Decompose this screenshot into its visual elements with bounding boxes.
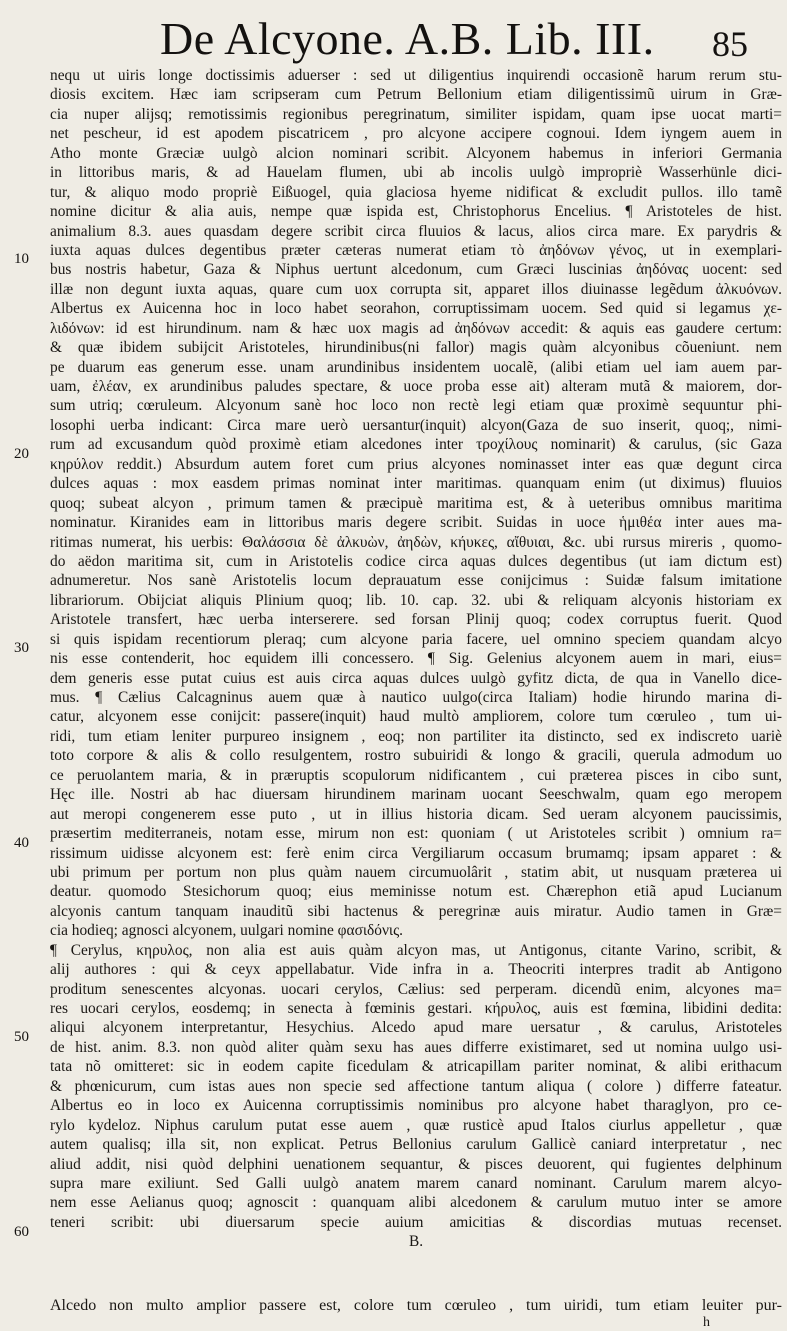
text-line: rylo kydeloz. Niphus carulum putat esse auem , quæ rusticè apud Italos ciurlus appelletur , quæ [50,1116,782,1134]
text-line: Aristotele transfert, hæc uerba interserere. sed forsan Plinij quoq; codex corruptus fuerit. Quod [50,611,782,629]
text-line: dulces aquas : mox easdem primas nominat inter maritimas. quanquam enim (ut diximus) fluuios [50,475,782,493]
text-line: aliud addit, nisi quòd delphini uenationem sequantur, & pisces deuorent, qui fugientes delphinum [50,1155,782,1173]
text-line: iuxta aquas dulces degentibus præter cæteras numerat etiam τὸ ἀηδόνων γένος, ut in exemplari- [50,241,782,259]
text-line: ¶ Cerylus, κηρυλος, non alia est auis quàm alcyon mas, ut Antigonus, citante Varino, scribit, & [50,941,782,959]
text-line: mus. ¶ Cælius Calcagninus auem quæ à nautico uulgo(circa Italiam) hodie hirundo marina di- [50,689,782,706]
text-line: κηρύλον reddit.) Absurdum autem foret cum prius alcyones nominasset inter eas quæ degunt circa [50,455,782,473]
text-line: Albertus eo in loco ex Auicenna corruptissimis nominibus pro alcyone habet tharaglyon, pro ce- [50,1097,782,1115]
line-number-50: 50 [14,1029,29,1045]
next-line-text: Alcedo non multo amplior passere est, colore tum cœruleo , tum uiridi, tum etiam leuiter pur- [50,1297,782,1314]
line-number-60: 60 [14,1224,29,1240]
text-line: cia hodieq; agnosci alcyonem, uulgari nomine φασιδόνις. [50,922,404,940]
text-line: supra mare exiliunt. Sed Galli uulgò anatem marem canard nominant. Carulum marem alcyo- [50,1174,782,1192]
line-number-40: 40 [14,835,29,851]
text-line: losophi uerba indicant: Circa mare uerò uersantur(inquit) alcyon(Gaza de suo inserit, quoq;, nimi- [50,416,782,434]
text-line: librariorum. Obijciat aliquis Plinium quoq; lib. 10. cap. 32. ubi & reliquam alcyonis historiam ex [50,591,782,609]
text-line: quoq; subeat alcyon , primum tamen & præcipuè maritima est, & à ueteribus omnibus maritima [50,494,782,512]
text-line: aut meropi congenerem esse puto , ut in illius historia dicam. Sed ueram alcyonem paucissimis, [50,805,782,823]
section-letter: B. [408,1233,424,1251]
text-line: animalium 8.3. aues quasdam degere scribit circa fluuios & lacus, alios circa mare. Ex parydris & [50,222,782,240]
text-line: res uocari cerylos, eosdemq; in senecta à fœminis gestari. κήρυλος, auis est fœmina, libidini dedita: [50,1000,782,1017]
text-line: aliqui alcyonem interpretantur, Hesychius. Alcedo apud mare uersatur , & carulus, Aristoteles [50,1019,782,1037]
text-line: rissimum uidisse alcyonem est: ferè enim circa Vergiliarum occasum brumamq; ipsam apparet : & [50,844,782,862]
text-line: alij authores : qui & ceyx appellabatur. Vide infra in a. Theocriti interpres tradit ab Antigono [50,961,782,979]
text-line: nominatur. Kiranides eam in littoribus maris degere scribit. Suidas in uoce ἡμιθέα inter aues ma- [50,514,782,532]
catchword: h [703,1315,710,1330]
text-line: λιδόνων: id est hirundinum. nam & hæc uox magis ad ἀηδόνων accedit: & aquis eas gaudere certum: [50,319,782,337]
text-line: do aëdon maritima sit, cum in Aristotelis codice circa aquas dulces degentibus (ut iam dictum est) [50,552,782,570]
text-line: sum utriq; cœruleum. Alcyonum sanè hoc loco non rectè legi etiam quæ proximè sequuntur phi- [50,397,782,415]
text-line: diosis excitem. Hæc iam scripseram cum Petrum Bellonium etiam diligentissimũ uirum in Græ- [50,86,782,104]
running-head: De Alcyone. A.B. Lib. III. [160,13,655,64]
text-line: illæ non degunt iuxta aquas, quare cum uox corrupta sit, apparet illos diuinasse legẽdum ἀλκυόνων. [50,280,782,298]
text-line: rum ad excusandum quòd proximè etiam alcedones inter τροχίλους nominarit) & carulus, (sic Gaza [50,436,782,454]
text-line: nequ ut uiris longe doctissimis aduerser : sed ut diligentius inquirendi occasionẽ harum rerum stu- [50,67,782,84]
text-line: tata nõ omitteret: sic in eodem capite ficedulam & atricapillam pariter nominat, & alibi erithacum [50,1058,782,1076]
text-line: uam, ἐλέαν, ex arundinibus paludes spectare, & uoce proba esse ait) alteram mutã & maiorem, dor- [50,378,782,395]
text-line: ritimas numerat, his uerbis: Θαλάσσια δὲ ἀλκυὼν, ἀηδὼν, κήυκες, αἴθυιαι, &c. ubi rursus mireris , quomo- [50,533,782,551]
page-number: 85 [712,24,748,64]
text-line: nem esse Aelianus quoq; agnoscit : quanquam alibi alcedonem & carulum mutuo inter se amore [50,1194,782,1212]
text-line: ce peruolantem maria, & in præruptis scopulorum nidificantem , cui præterea pisces in cibo sunt, [50,766,782,784]
text-line: tur, & aliquo modo propriè Eißuogel, quia glaciosa hyeme nidificat & excludit pullos. illo tamẽ [50,183,782,201]
text-line: præsertim mediterraneis, notam esse, mirum non est: quoniam ( ut Aristoteles scribit ) omnium ra= [50,825,782,843]
line-number-20: 20 [14,446,29,462]
text-block [50,66,782,1252]
text-line: ridi, tum etiam leniter purpureo insignem , eoq; non partiliter ita distincto, sed ex indiscreto uariè [50,727,782,745]
text-line: teneri scribit: ubi diuersarum specie auium amicitias & discordias mutuas recenset. [50,1213,782,1231]
text-line: autem qualisq; illa sit, non explicat. Petrus Bellonius carulum Gallicè caniard interpretatur , nec [50,1136,782,1154]
text-line: alcyonis cantum tanquam inauditũ sibi hactenus & peregrinæ auis miratur. Audio tamen in Græ= [50,902,782,920]
text-line: bus nostris habetur, Gaza & Niphus uertunt alcedonum, cum Græci luscinias ἀηδόνας uocent: sed [50,261,782,279]
text-line: nis esse contenderit, hoc equidem illi concessero. ¶ Sig. Gelenius alcyonem auem in mari, eius= [50,650,782,668]
text-line: Atho monte Græciæ uulgò alcion nominari scribit. Alcyonem habemus in inferiori Germania [50,144,782,162]
text-line: & quæ ibidem subijcit Aristoteles, hirundinibus(ni fallor) magis quàm alcyonibus cõueniunt. nem [50,339,782,357]
text-line: dem generis esse putat cuius est auis circa aquas dulces uulgò gyfitz dicta, de qua in Vanello dice- [50,669,782,687]
text-line: in littoribus maris, & ad Hauelam flumen, ubi ab incolis uulgò impropriè Wasserhünle dici- [50,164,782,182]
text-line: deatur. quomodo Stesichorum quoq; eius meminisse notum est. Chærephon etiã apud Lucianum [50,883,782,901]
text-line: proditum senescentes alcyonas. uocari cerylos, Cælius: sed perperam. dicendũ enim, alcyones ma= [50,980,782,998]
text-line: adnumeretur. Nos sanè Aristotelis locum deprauatum esse conijcimus : Suidæ falsum imitatione [50,572,782,590]
line-number-30: 30 [14,640,29,656]
text-line: nomine dicitur & alia auis, nempe quæ ispida est, Christophorus Encelius. ¶ Aristoteles de hist. [50,203,782,221]
text-line: si quis ispidam recentiorum pleraq; cum alcyone paria facere, uel omnino speciem quandam alcyo [50,630,782,648]
text-line: cia nuper alijsq; remotissimis regionibus peregrinatum, similiter ispidam, quam ipse uocat marti= [50,105,782,123]
line-number-10: 10 [14,251,29,267]
text-line: net pescheur, id est apodem piscatricem , pro alcyone accipere cognoui. Idem iyngem auem in [50,125,782,143]
text-line: ubi primum per portum non plus quàm nauem circumuolârit , statim abit, ut nusquam præterea ui [50,863,782,881]
text-line: & phœnicurum, cum istas aues non specie sed affectione tantum aliqua ( colore ) differre fateatur. [50,1077,782,1095]
text-line: Hęc ille. Nostri ab hac diuersam hirundinem marinam uocant Seeschwalm, quam ego meropem [50,786,782,804]
text-line: Albertus ex Auicenna hoc in loco habet seorahon, corruptissimam uocem. Sed quid si legamus χε- [50,300,782,318]
text-line: catur, alcyonem esse conijcit: passere(inquit) haud multò ampliorem, colore tum cœruleo , tum ui- [50,708,782,726]
text-line: de hist. anim. 8.3. non quòd aliter quàm sexu has aues differre existimaret, sed ut nomina uulgo usi- [50,1038,782,1056]
text-line: pe duarum eas generum esse. unam arundinibus insidentem uocalẽ, (alibi etiam uel iam auem par- [50,358,782,376]
text-line: toto corpore & alis & collo resulgentem, rostro subuiridi & longo & gracili, querula admodum uo [50,747,782,765]
